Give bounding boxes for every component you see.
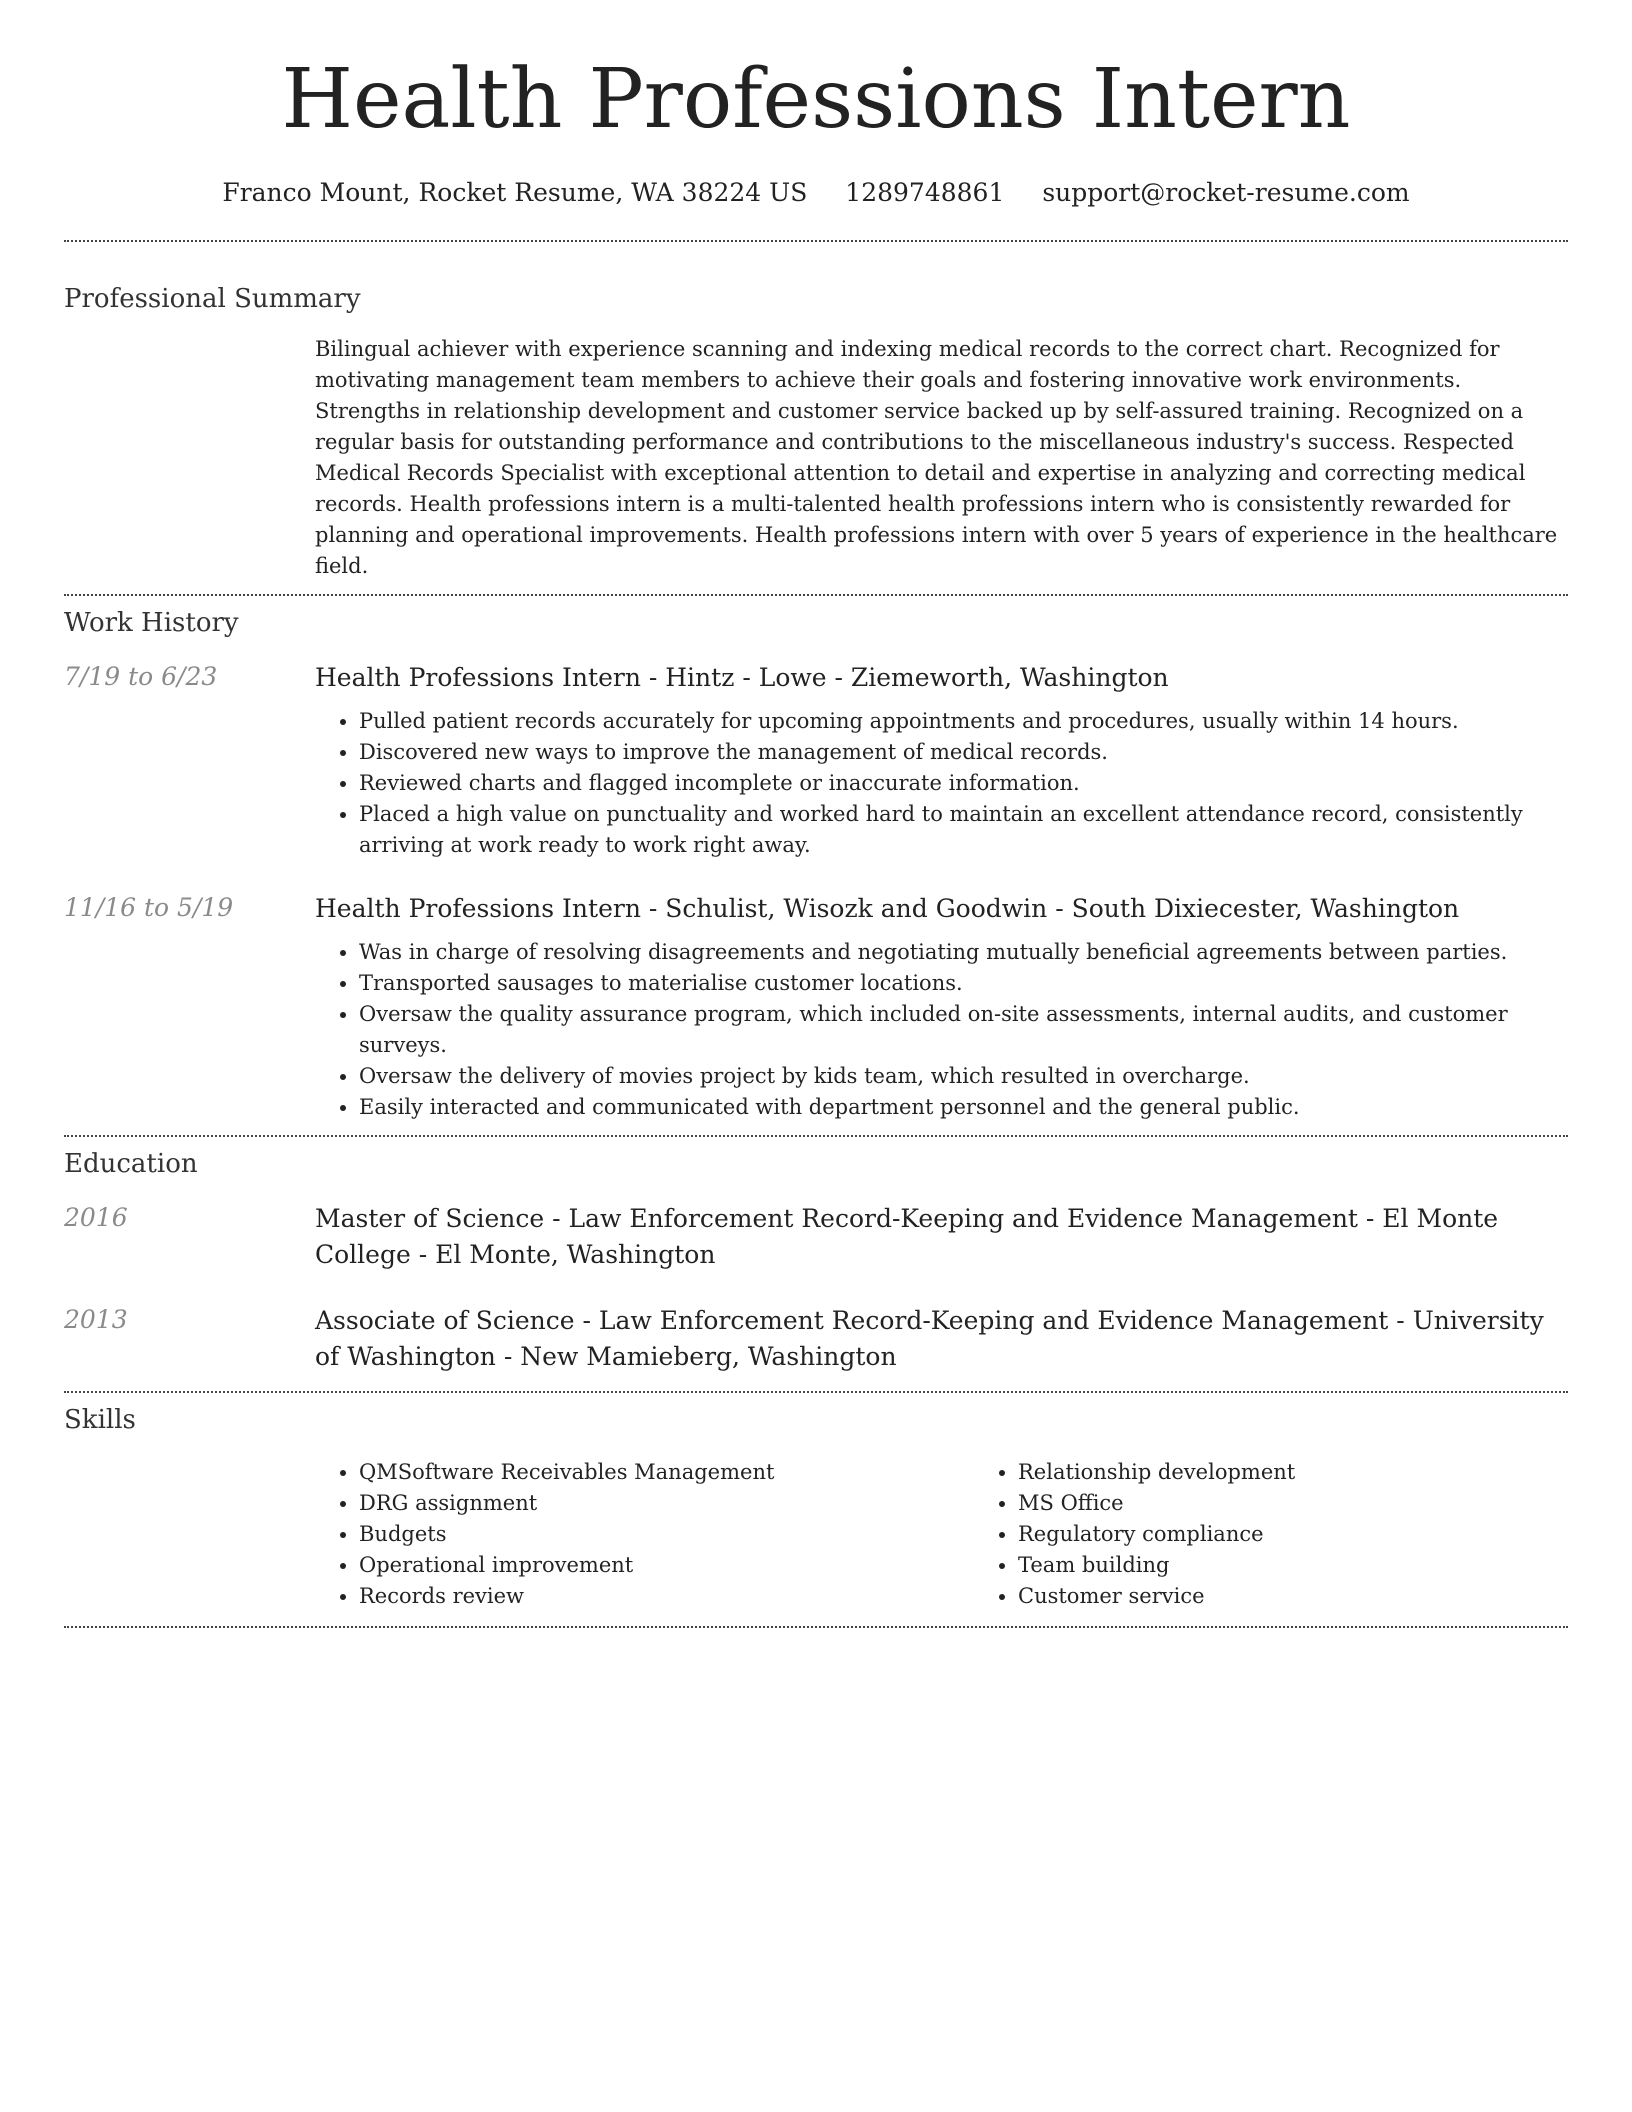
skill-item: • Budgets	[359, 1519, 974, 1550]
list-item: • Oversaw the quality assurance program, which included on-site assessments, internal audits, and customer surveys.	[359, 999, 1568, 1061]
section-divider	[64, 240, 1568, 242]
education-text: Master of Science - Law Enforcement Record-Keeping and Evidence Management - El Monte College - El Monte, Washington	[315, 1204, 1499, 1269]
job-title: Health Professions Intern - Hintz - Lowe - Ziemeworth, Washington	[315, 663, 1169, 692]
work-history-section	[64, 606, 1568, 1123]
education-year: 2013	[64, 1305, 128, 1334]
skills-heading: Skills	[64, 1405, 136, 1435]
education-section	[64, 1147, 1568, 1375]
job-entry	[64, 891, 1568, 1123]
job-bullets	[315, 937, 1568, 1123]
list-item: • Placed a high value on punctuality and worked hard to maintain an excellent attendance record, consistently arriving at work ready to work right away.	[359, 799, 1568, 861]
job-title: Health Professions Intern - Schulist, Wisozk and Goodwin - South Dixiecester, Washington	[315, 894, 1460, 923]
summary-heading: Professional Summary	[64, 284, 361, 314]
job-dates: 7/19 to 6/23	[64, 662, 218, 691]
section-divider	[64, 1391, 1568, 1393]
job-bullets	[315, 706, 1568, 861]
resume-title: Health Professions Intern	[281, 52, 1351, 147]
list-item: • Discovered new ways to improve the management of medical records.	[359, 737, 1568, 768]
contact-email: support@rocket-resume.com	[1042, 178, 1410, 207]
education-heading: Education	[64, 1149, 198, 1179]
contact-line	[64, 176, 1568, 210]
work-history-heading: Work History	[64, 608, 239, 638]
education-year: 2016	[64, 1203, 128, 1232]
list-item: • Reviewed charts and flagged incomplete or inaccurate information.	[359, 768, 1568, 799]
section-divider	[64, 1135, 1568, 1137]
skill-item: • Team building	[1018, 1550, 1632, 1581]
list-item: • Transported sausages to materialise customer locations.	[359, 968, 1568, 999]
skill-item: • MS Office	[1018, 1488, 1632, 1519]
skill-item: • Regulatory compliance	[1018, 1519, 1632, 1550]
list-item: • Easily interacted and communicated with department personnel and the general public.	[359, 1092, 1568, 1123]
summary-text: Bilingual achiever with experience scanning and indexing medical records to the correct chart. Recognized for motivating management team members to achieve their goals and fostering innovative work environments. Strengths in relationship development and customer service backed up by self-assured training. Recognized on a regular basis for outstanding performance and contributions to the miscellaneous industry's success. Respected Medical Records Specialist with exceptional attention to detail and expertise in analyzing and correcting medical records. Health professions intern is a multi-talented health professions intern who is consistently rewarded for planning and operational improvements. Health professions intern with over 5 years of experience in the healthcare field.	[315, 337, 1558, 578]
skill-item: • Records review	[359, 1581, 974, 1612]
skill-item: • Relationship development	[1018, 1457, 1632, 1488]
list-item: • Was in charge of resolving disagreements and negotiating mutually beneficial agreements between parties.	[359, 937, 1568, 968]
education-entry	[64, 1201, 1568, 1273]
contact-phone: 1289748861	[845, 178, 1005, 207]
job-dates: 11/16 to 5/19	[64, 893, 234, 922]
skills-list-right	[974, 1457, 1632, 1612]
skill-item: • QMSoftware Receivables Management	[359, 1457, 974, 1488]
education-entry	[64, 1303, 1568, 1375]
skills-list-left	[315, 1457, 974, 1612]
skill-item: • DRG assignment	[359, 1488, 974, 1519]
summary-section	[64, 282, 1568, 582]
section-divider	[64, 594, 1568, 596]
skill-item: • Customer service	[1018, 1581, 1632, 1612]
education-text: Associate of Science - Law Enforcement Record-Keeping and Evidence Management - University of Washington - New Mamieberg, Washington	[315, 1306, 1544, 1371]
job-entry	[64, 660, 1568, 861]
skills-section	[64, 1403, 1568, 1612]
contact-address: Franco Mount, Rocket Resume, WA 38224 US	[222, 178, 808, 207]
skill-item: • Operational improvement	[359, 1550, 974, 1581]
list-item: • Pulled patient records accurately for upcoming appointments and procedures, usually within 14 hours.	[359, 706, 1568, 737]
list-item: • Oversaw the delivery of movies project by kids team, which resulted in overcharge.	[359, 1061, 1568, 1092]
section-divider	[64, 1626, 1568, 1628]
